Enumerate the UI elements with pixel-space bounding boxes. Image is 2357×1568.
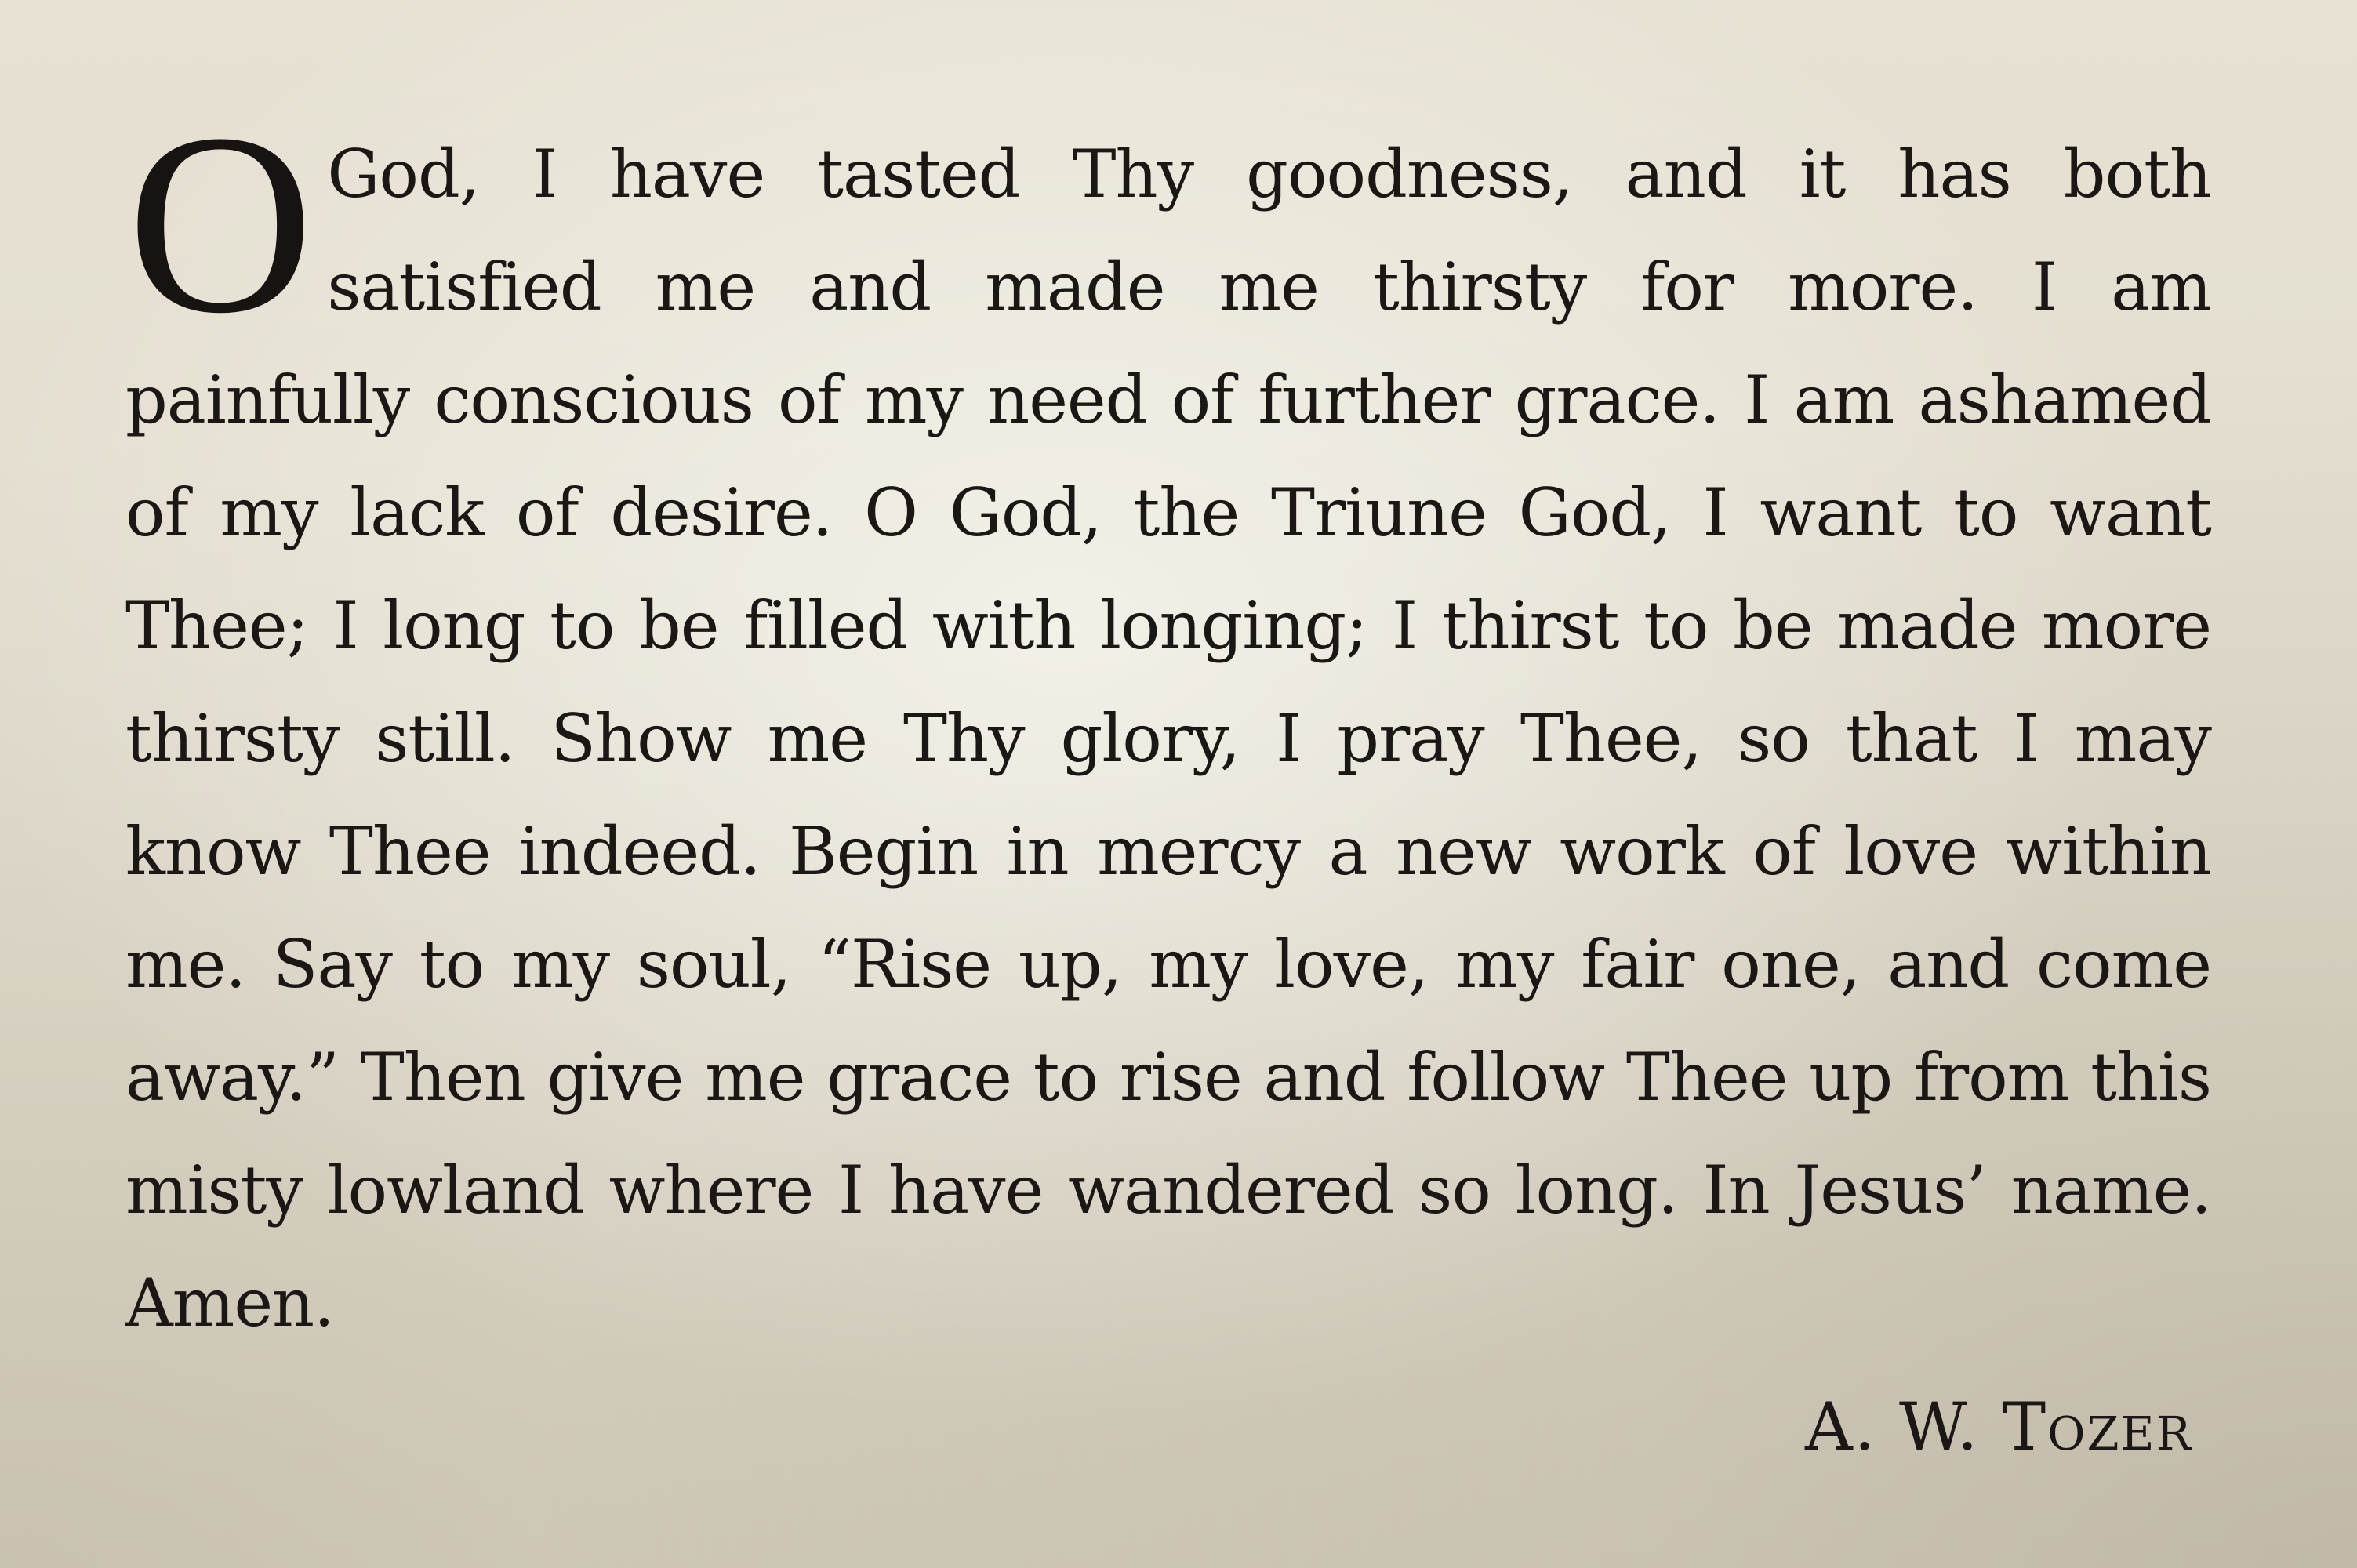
drop-cap-letter: O [127,81,314,367]
prayer-body: God, I have tasted Thy goodness, and it has both satisfied me and made me thirsty for more. I am painfully conscious of my need of further grace. I am ashamed of my lack of desire. O God, the Triune God, I want to want Thee; I long to be filled with longing; I thirst to be made more thirsty still. Show me Thy glory, I pray Thee, so that I may know Thee indeed. Begin in mercy a new work of love within me. Say to my soul, “Rise up, my love, my fair one, and come away.” Then give me grace to rise and follow Thee up from this misty lowland where I have wandered so long. In Jesus’ name. Amen. [125,136,2211,1341]
author-attribution: A. W. Tozer [1804,1388,2192,1465]
prayer-text [125,81,2211,1359]
